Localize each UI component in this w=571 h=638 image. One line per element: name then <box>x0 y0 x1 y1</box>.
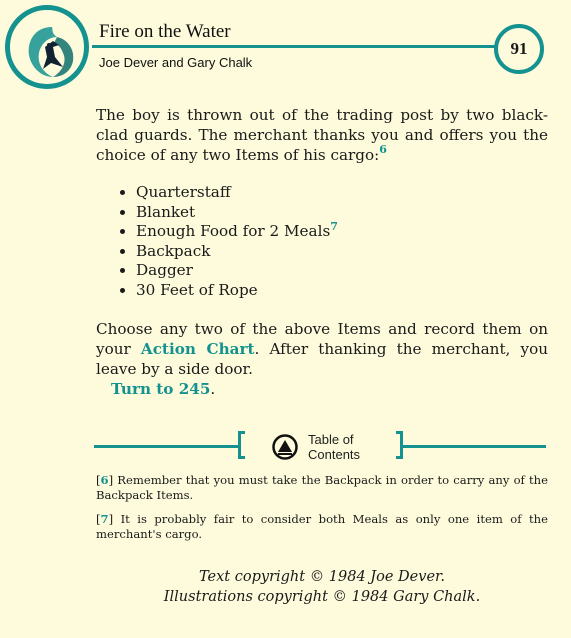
list-item <box>136 261 548 281</box>
phoenix-icon <box>23 23 81 81</box>
divider-left <box>94 445 240 448</box>
item-label: Backpack <box>136 241 211 260</box>
item-label: Enough Food for 2 Meals <box>136 222 331 241</box>
item-label: Blanket <box>136 202 196 221</box>
item-list <box>96 183 548 301</box>
list-item <box>136 222 548 242</box>
footnote-ref-6[interactable]: 6 <box>379 143 387 156</box>
book-title: Fire on the Water <box>99 21 231 42</box>
item-label: Quarterstaff <box>136 183 231 201</box>
footnotes <box>96 473 548 551</box>
toc-label-line2: Contents <box>308 447 361 462</box>
copyright-notice <box>96 567 548 607</box>
page-number-badge: 91 <box>494 24 544 74</box>
footnote-6: [6] Remember that you must take the Backpack in order to carry any of the Backpack Items. <box>96 473 548 502</box>
turn-suffix: . <box>210 379 216 398</box>
footnote-back-link-6[interactable]: 6 <box>100 473 109 487</box>
choose-paragraph <box>96 319 548 379</box>
copyright-illustrations: Illustrations copyright © 1984 Gary Chalk. <box>163 589 481 605</box>
toc-navigation <box>94 427 546 465</box>
list-item <box>136 203 548 223</box>
series-logo[interactable] <box>5 5 89 89</box>
bracket-left <box>238 431 245 459</box>
footnote-7: [7] It is probably fair to consider both Meals as only one item of the merchant's cargo. <box>96 512 548 541</box>
turn-prefix[interactable]: Turn to <box>111 379 179 398</box>
action-chart-link[interactable]: Action Chart <box>140 339 255 358</box>
list-item <box>136 281 548 301</box>
footnote-back-link-7[interactable]: 7 <box>100 512 109 526</box>
list-item <box>136 242 548 262</box>
footnote-text: It is probably fair to consider both Meals as only one item of the merchant's cargo. <box>96 512 548 541</box>
item-label: 30 Feet of Rope <box>136 280 258 299</box>
choose-text: Choose any two of the above Items and record them on your <box>96 319 548 358</box>
header-rule <box>92 45 502 48</box>
intro-paragraph <box>96 105 548 165</box>
footnote-text: Remember that you must take the Backpack in order to carry any of the Backpack Items. <box>96 473 548 502</box>
table-of-contents-button[interactable] <box>272 431 382 463</box>
choose-text-end: . After thanking the merchant, you leave by a side door. <box>96 339 549 378</box>
footnote-ref-7[interactable]: 7 <box>330 220 338 234</box>
copyright-text: Text copyright © 1984 Joe Dever. <box>199 569 445 585</box>
intro-text: The boy is thrown out of the trading post by two black-clad guards. The merchant thanks you and offers you the choice of any two Items of his cargo: <box>96 106 548 164</box>
list-item <box>136 183 548 203</box>
toc-label-line1: Table of <box>308 432 354 447</box>
section-text <box>96 105 548 399</box>
item-label: Dagger <box>136 261 193 280</box>
turn-to-line <box>96 379 548 399</box>
book-authors: Joe Dever and Gary Chalk <box>99 55 253 70</box>
divider-right <box>401 445 546 448</box>
triangle-up-icon <box>272 434 298 460</box>
toc-label <box>308 432 360 462</box>
turn-to-link[interactable]: 245 <box>178 379 211 398</box>
